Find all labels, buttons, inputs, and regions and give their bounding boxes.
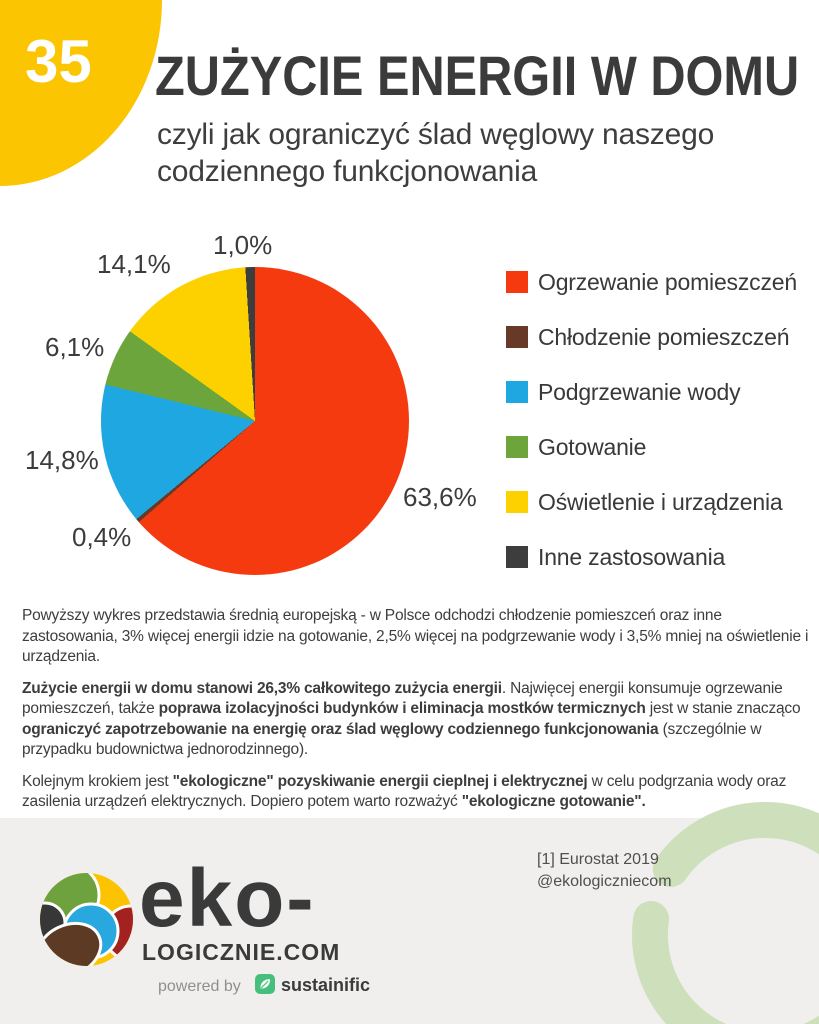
badge-number: 35 bbox=[25, 28, 92, 95]
pie-value-label-chlodzenie: 0,4% bbox=[72, 522, 132, 552]
pie-chart bbox=[101, 267, 409, 575]
legend-swatch-yellow bbox=[506, 491, 528, 513]
legend-label: Gotowanie bbox=[538, 433, 647, 460]
legend-label: Chłodzenie pomieszczeń bbox=[538, 323, 790, 350]
legend-item-oswietlenie bbox=[506, 488, 797, 515]
legend-label: Oświetlenie i urządzenia bbox=[538, 488, 783, 515]
legend-item-podgrzewanie bbox=[506, 378, 797, 405]
legend-swatch-blue bbox=[506, 381, 528, 403]
legend-item-chlodzenie bbox=[506, 323, 797, 350]
powered-by-label: powered by bbox=[158, 978, 241, 995]
legend-swatch-green bbox=[506, 436, 528, 458]
decorative-ring-icon bbox=[600, 780, 819, 1024]
page-title: ZUŻYCIE ENERGII W DOMU bbox=[155, 44, 800, 107]
eko-logicznie-logo-icon bbox=[38, 871, 135, 968]
sustainific-leaf-icon bbox=[255, 974, 275, 994]
legend-label: Inne zastosowania bbox=[538, 543, 726, 570]
paragraph-europe-average: Powyższy wykres przedstawia średnią europejską - w Polsce odchodzi chłodzenie pomieszceń oraz inne zastosowania, 3% więcej energii idzie na gotowanie, 2,5% więcej na podgrzewanie wody i 3,5% mniej na oświetlenie i urządzenia. bbox=[22, 607, 809, 665]
pie-value-label-inne: 1,0% bbox=[213, 230, 273, 260]
chart-legend bbox=[506, 268, 797, 601]
pie-value-label-gotowanie: 6,1% bbox=[45, 332, 105, 362]
legend-swatch-red bbox=[506, 271, 528, 293]
legend-item-ogrzewanie bbox=[506, 268, 797, 295]
page-subtitle: czyli jak ograniczyć ślad węglowy naszego codziennego funkcjonowania bbox=[157, 118, 715, 188]
legend-swatch-dark bbox=[506, 546, 528, 568]
legend-label: Ogrzewanie pomieszczeń bbox=[538, 268, 797, 295]
paragraph-next-steps: Kolejnym krokiem jest "ekologiczne" pozyskiwanie energii cieplnej i elektrycznej w celu podgrzania wody oraz zasilenia urządzeń elektrycznych. Dopiero potem warto rozważyć "ekologiczne gotowanie". bbox=[22, 772, 787, 810]
legend-item-gotowanie bbox=[506, 433, 797, 460]
logo-text-main: eko- bbox=[139, 853, 316, 944]
sustainific-label: sustainific bbox=[281, 975, 371, 995]
legend-item-inne bbox=[506, 543, 797, 570]
reference-handle: @ekologiczniecom bbox=[537, 873, 672, 890]
legend-label: Podgrzewanie wody bbox=[538, 378, 741, 405]
pie-value-label-ogrzewanie: 63,6% bbox=[403, 482, 477, 512]
paragraph-energy-share: Zużycie energii w domu stanowi 26,3% całkowitego zużycia energii. Najwięcej energii konsumuje ogrzewanie pomieszczeń, także poprawa izolacyjności budynków i eliminacja mostków termicznych jest w stanie znacząco ograniczyć zapotrzebowanie na energię oraz ślad węglowy codziennego funkcjonowania (szczególnie w przypadku budownictwa jednorodzinnego). bbox=[22, 679, 801, 758]
pie-value-label-oswietlenie: 14,1% bbox=[97, 249, 171, 279]
legend-swatch-brown bbox=[506, 326, 528, 348]
pie-value-label-podgrzewanie: 14,8% bbox=[25, 445, 99, 475]
reference-source: [1] Eurostat 2019 bbox=[537, 851, 659, 868]
logo-text-sub: LOGICZNIE.COM bbox=[142, 939, 341, 965]
